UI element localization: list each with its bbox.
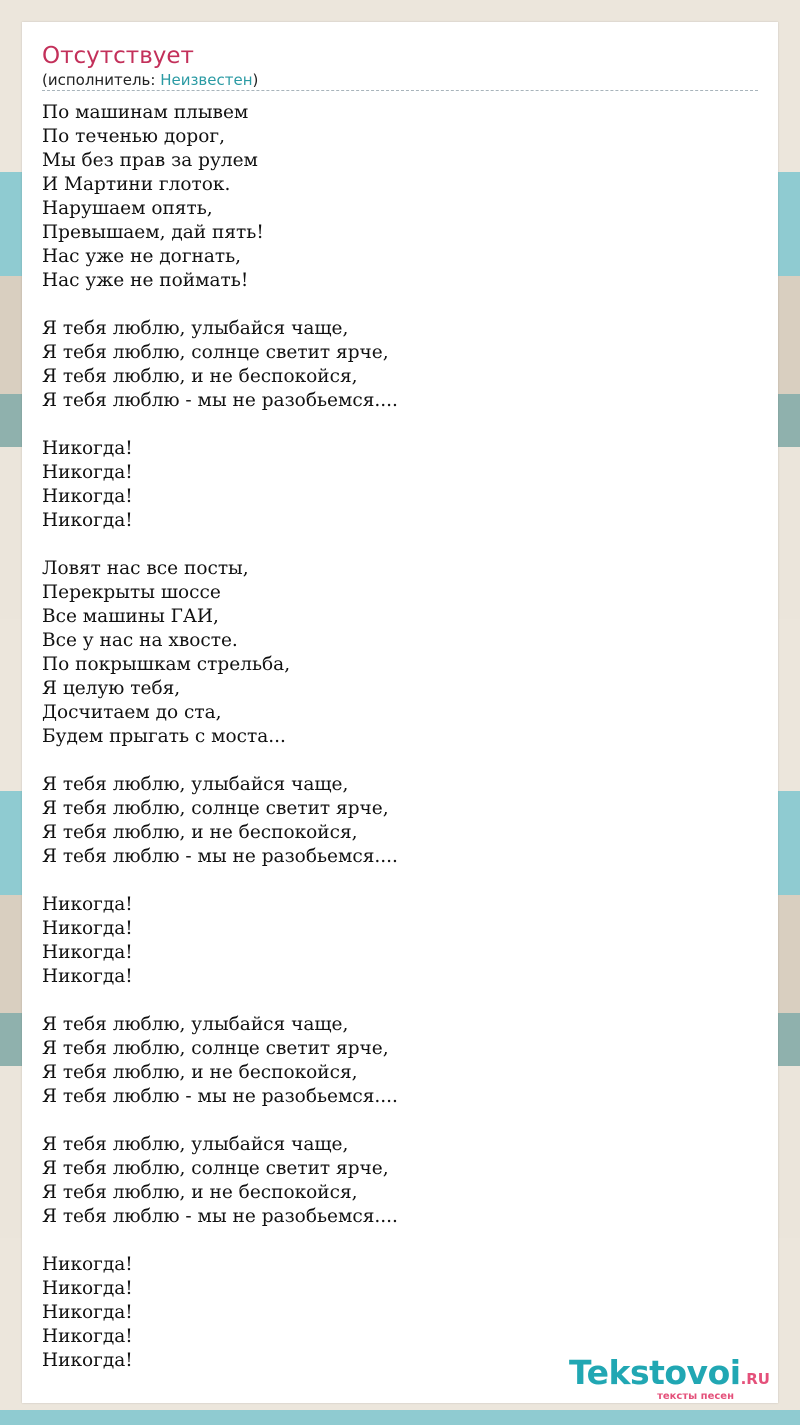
song-title: Отсутствует — [42, 43, 194, 69]
site-logo[interactable] — [569, 1355, 770, 1403]
lyrics-text: По машинам плывем По теченью дорог, Мы без прав за рулем И Мартини глоток. Нарушаем опять, Превышаем, дай пять! Нас уже не догнать, Нас уже не поймать! Я тебя люблю, улыбайся чаще, Я тебя люблю, солнце светит ярче, Я тебя люблю, и не беспокойся, Я тебя люблю - мы не разобьемся.... Никогда! Никогда! Никогда! Никогда! Ловят нас все посты, Перекрыты шоссе Все машины ГАИ, Все у нас на хвосте. По покрышкам стрельба, Я целую тебя, Досчитаем до ста, Будем прыгать с моста... Я тебя люблю, улыбайся чаще, Я тебя люблю, солнце светит ярче, Я тебя люблю, и не беспокойся, Я тебя люблю - мы не разобьемся.... Никогда! Никогда! Никогда! Никогда! Я тебя люблю, улыбайся чаще, Я тебя люблю, солнце светит ярче, Я тебя люблю, и не беспокойся, Я тебя люблю - мы не разобьемся.... Я тебя люблю, улыбайся чаще, Я тебя люблю, солнце светит ярче, Я тебя люблю, и не беспокойся, Я тебя люблю - мы не разобьемся.... Никогда! Никогда! Никогда! Никогда! Никогда! — [42, 102, 398, 1371]
logo-main-text: Tekstovoi — [569, 1353, 741, 1392]
logo-subtitle: тексты песен — [657, 1391, 734, 1402]
logo-tld: .RU — [740, 1370, 770, 1388]
header-divider — [42, 90, 758, 91]
artist-link[interactable]: Неизвестен — [160, 71, 253, 89]
artist-line — [42, 70, 258, 90]
lyrics-card — [22, 22, 778, 1403]
artist-prefix: (исполнитель: — [42, 71, 161, 89]
artist-suffix: ) — [252, 71, 259, 89]
